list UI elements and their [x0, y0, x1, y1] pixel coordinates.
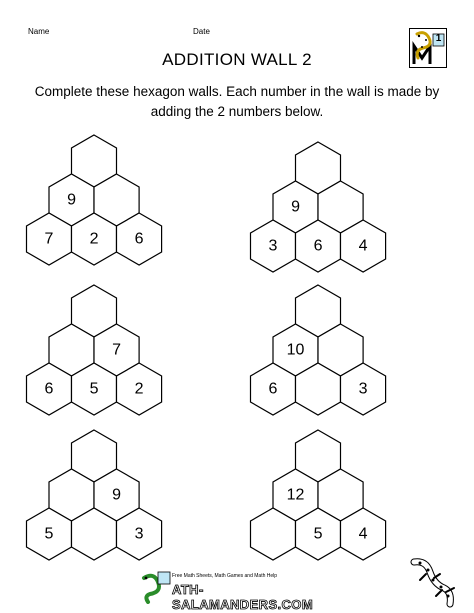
grade-badge: 1: [435, 33, 442, 44]
hexagon-wall-svg: [19, 428, 199, 568]
hexagon-number: 7: [112, 341, 122, 359]
hexagon-wall-4: [243, 283, 423, 423]
footer-tagline: Free Math Sheets, Math Games and Math Help: [172, 573, 278, 579]
instructions-line-1: Complete these hexagon walls. Each number in the wall is made by: [34, 84, 440, 99]
hexagon-wall-svg: [243, 283, 423, 423]
hexagon-number: 9: [291, 198, 300, 216]
hexagon-number: 5: [89, 380, 99, 398]
hexagon-number: 5: [313, 525, 323, 543]
hexagon-number: 6: [268, 380, 278, 398]
hexagon-number: 6: [134, 230, 144, 248]
hexagon-number: 4: [358, 525, 368, 543]
instructions-line-2: adding the 2 numbers below.: [150, 104, 324, 119]
hexagon-number: 3: [268, 237, 278, 255]
name-label: Name: [28, 27, 50, 36]
hexagon-wall-1: [19, 133, 199, 273]
hexagon-number: 3: [358, 380, 368, 398]
hexagon-wall-5: [19, 428, 199, 568]
hexagon-number: 12: [286, 486, 305, 504]
hexagon-number: 2: [89, 230, 99, 248]
footer-text: [172, 573, 342, 612]
hexagon-number: 2: [134, 380, 144, 398]
hexagon-number: 7: [44, 230, 54, 248]
hexagon-wall-svg: [243, 140, 423, 280]
instructions: [30, 82, 444, 122]
hexagon-wall-svg: [19, 283, 199, 423]
footer-site: ATH-SALAMANDERS.COM: [172, 582, 314, 612]
hexagon-wall-3: [19, 283, 199, 423]
hexagon-number: 4: [358, 237, 368, 255]
footer-logo-icon: [140, 570, 172, 604]
hexagon-wall-2: [243, 140, 423, 280]
hexagon-number: 10: [286, 341, 305, 359]
hexagon-wall-6: [243, 428, 423, 568]
hexagon-number: 6: [44, 380, 54, 398]
hexagon-wall-svg: [19, 133, 199, 273]
hexagon-number: 3: [134, 525, 144, 543]
hexagon-number: 6: [313, 237, 323, 255]
salamander-illustration-icon: [406, 556, 458, 608]
hexagon-wall-svg: [243, 428, 423, 568]
date-label: Date: [193, 27, 210, 36]
hexagon-number: 5: [44, 525, 54, 543]
hexagon-number: 9: [67, 191, 76, 209]
hexagon-number: 9: [112, 486, 122, 504]
page-title: ADDITION WALL 2: [162, 50, 312, 69]
